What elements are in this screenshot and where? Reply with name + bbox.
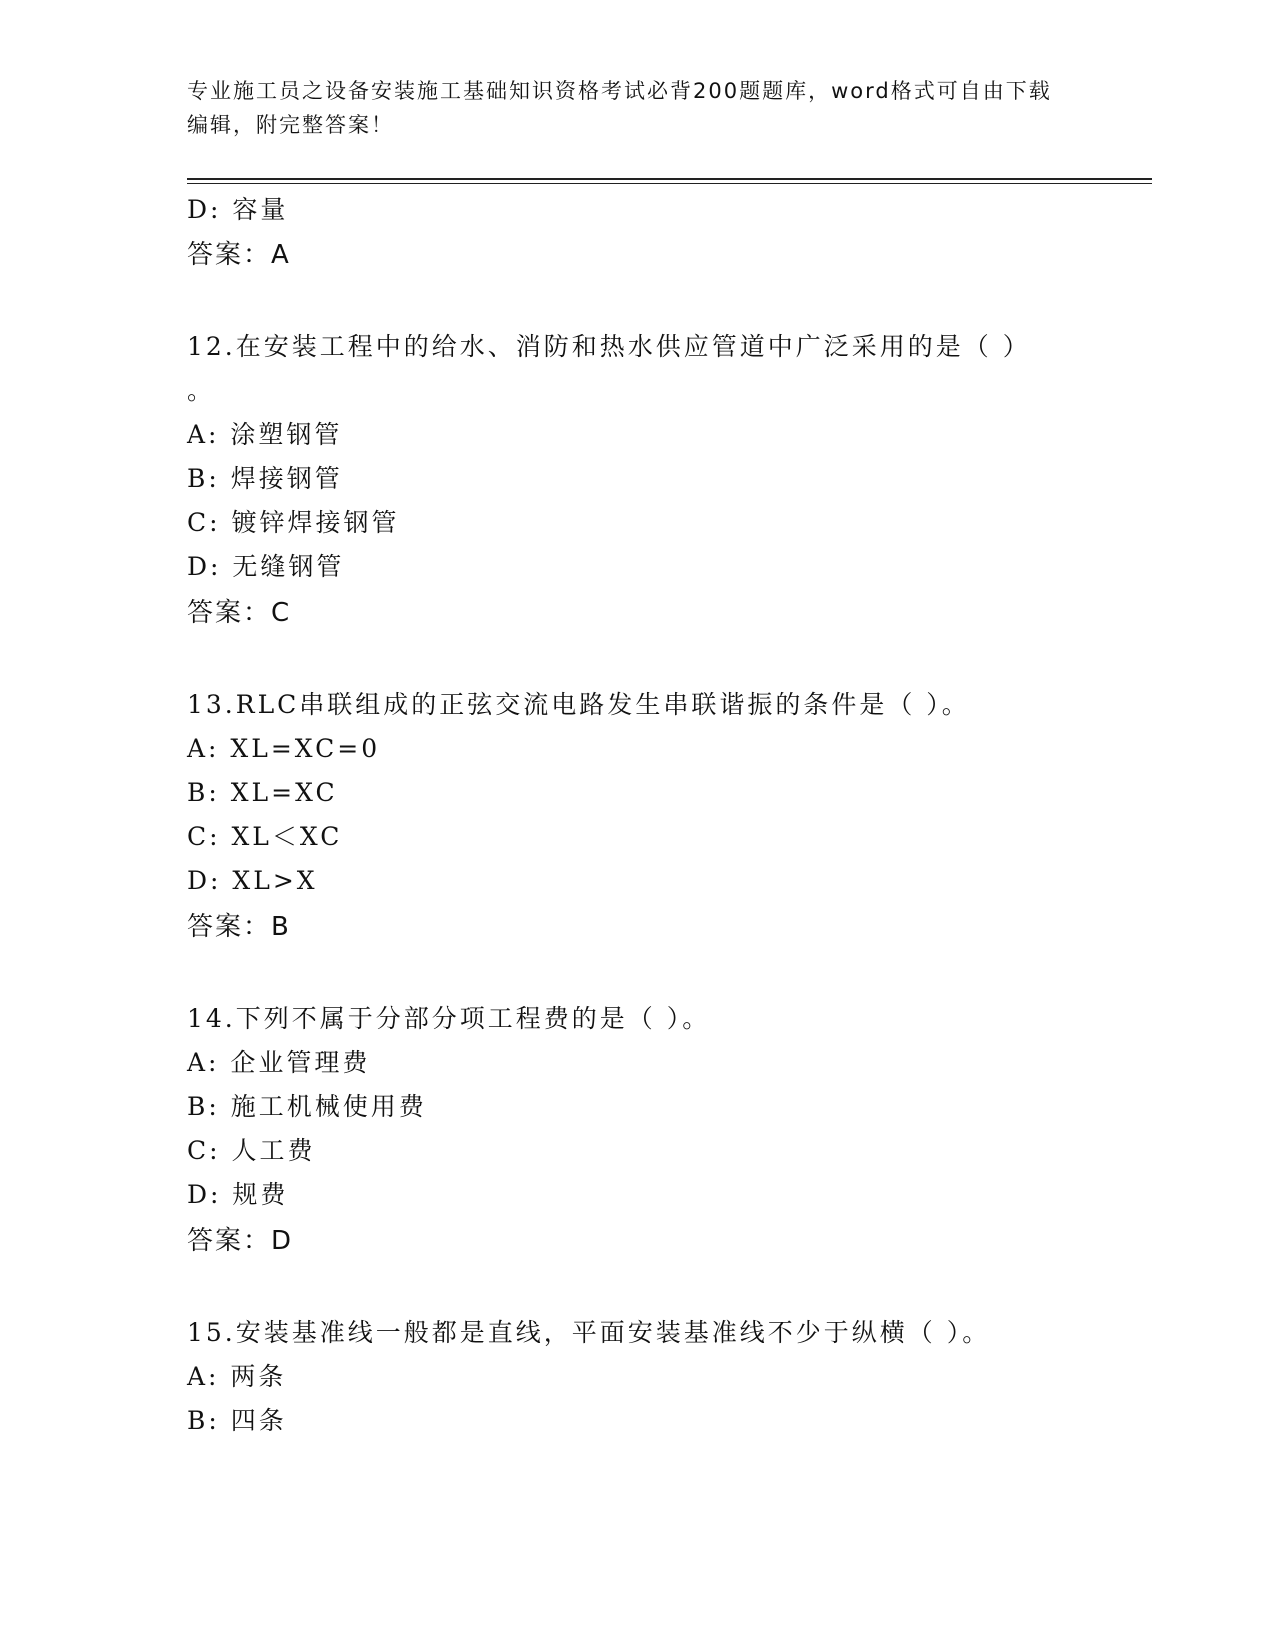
header-rule-thin — [187, 183, 1152, 184]
answer-line: 答案：D — [187, 1226, 294, 1256]
header-rule-thick — [187, 178, 1152, 180]
document-header: 专业施工员之设备安装施工基础知识资格考试必背200题题库，word格式可自由下载编辑，附完整答案！ — [187, 79, 1052, 137]
question-line: 12.在安装工程中的给水、消防和热水供应管道中广泛采用的是（ ） — [187, 332, 1031, 361]
question-line: 。 — [187, 376, 216, 405]
option-line: C: XL＜XC — [187, 822, 343, 851]
option-line: A: 企业管理费 — [187, 1048, 371, 1077]
option-line: B: XL=XC — [187, 778, 338, 807]
option-line: A: XL=XC=0 — [187, 734, 381, 763]
question-line: 13.RLC串联组成的正弦交流电路发生串联谐振的条件是（ ）。 — [187, 690, 970, 719]
option-line: D: XL>X — [187, 866, 318, 895]
answer-line: 答案：C — [187, 598, 292, 628]
option-line: A: 涂塑钢管 — [187, 420, 343, 449]
option-line: D: 无缝钢管 — [187, 552, 345, 581]
option-line: D: 规费 — [187, 1180, 289, 1209]
option-line: A: 两条 — [187, 1362, 287, 1391]
option-line: C: 镀锌焊接钢管 — [187, 508, 400, 537]
answer-line: 答案：A — [187, 240, 291, 270]
question-line: 14.下列不属于分部分项工程费的是（ ）。 — [187, 1004, 711, 1033]
option-line: B: 四条 — [187, 1406, 287, 1435]
option-line: B: 焊接钢管 — [187, 464, 343, 493]
option-line: B: 施工机械使用费 — [187, 1092, 427, 1121]
option-line: C: 人工费 — [187, 1136, 316, 1165]
answer-line: 答案：B — [187, 912, 291, 942]
option-line: D: 容量 — [187, 195, 289, 224]
question-line: 15.安装基准线一般都是直线，平面安装基准线不少于纵横（ ）。 — [187, 1318, 991, 1347]
